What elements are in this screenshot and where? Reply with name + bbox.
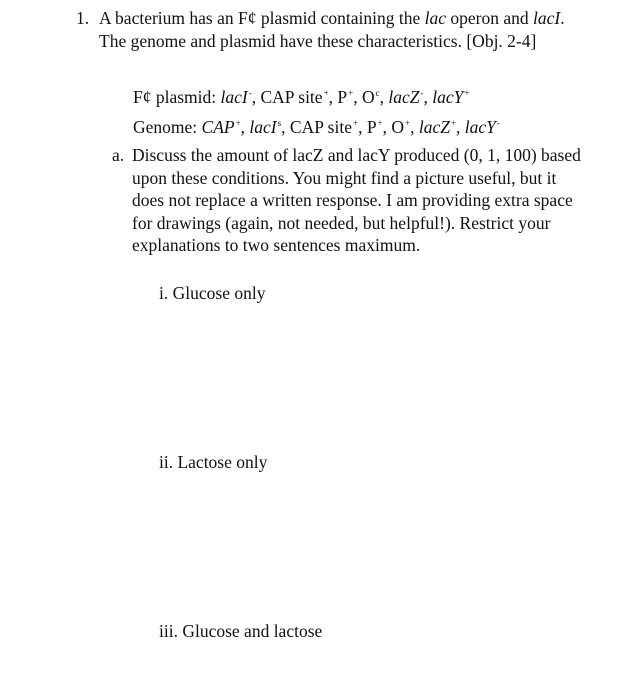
plasmid-genotype: F¢ plasmid: lacI-, CAP site+, P+, $O^c$, lacZ-, lacY+	[133, 87, 470, 107]
question-1	[76, 7, 586, 52]
question-number: 1.	[76, 8, 90, 28]
part-a-text: Discuss the amount of lacZ and lacY produced (0, 1, 100) based upon these conditions. You might find a picture useful, but it does not replace a written response. I am providing extra space for drawings (again, not needed, but helpful!). Restrict your explanations to two sentences maximum.	[132, 145, 581, 256]
answer-space-glucose-and-lactose[interactable]	[159, 648, 579, 692]
condition-glucose-only: i. Glucose only	[159, 283, 266, 303]
genome-genotype: Genome: CAP+, lacI$^s$, CAP site+, P+, O+, lacZ+, lacY-	[133, 117, 500, 137]
part-a-label: a.	[112, 145, 125, 165]
condition-lactose-only: ii. Lactose only	[159, 452, 268, 472]
condition-glucose-and-lactose: iii. Glucose and lactose	[159, 621, 323, 641]
part-a	[112, 144, 582, 257]
answer-space-glucose-only[interactable]	[159, 310, 579, 440]
answer-space-lactose-only[interactable]	[159, 479, 579, 609]
question-prompt: A bacterium has an F¢ plasmid containing the lac operon and lacI. The genome and plasmid have these characteristics. [Obj. 2-4]	[99, 8, 565, 51]
